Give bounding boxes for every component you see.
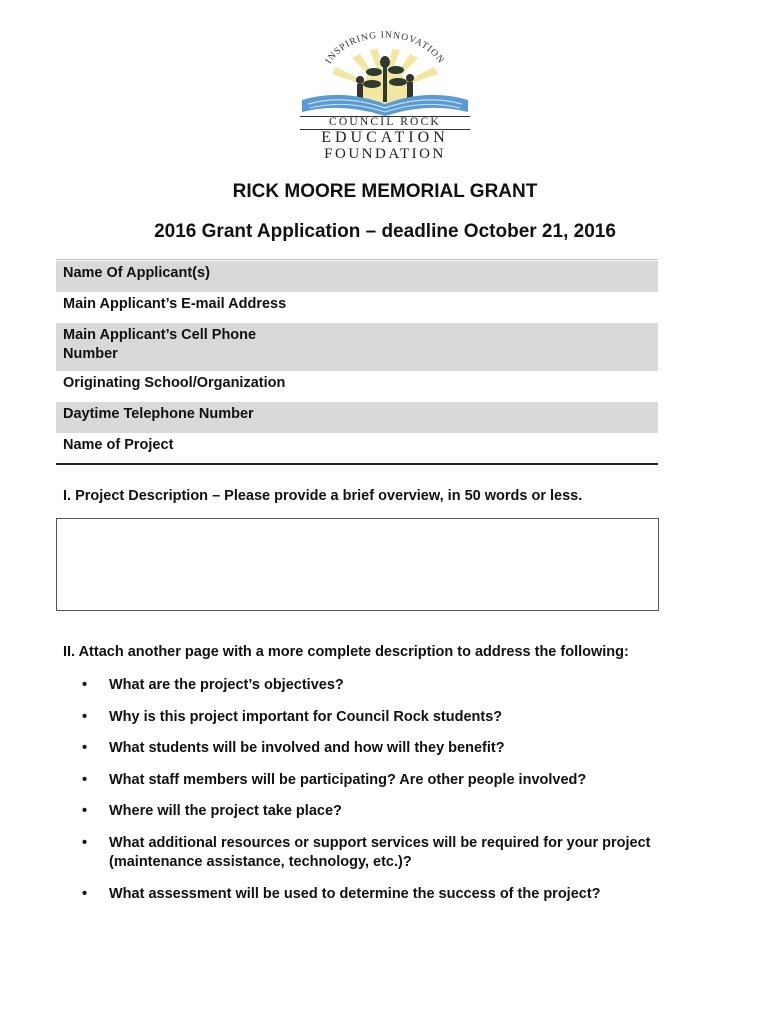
bullet-icon: • (82, 677, 88, 693)
list-item: • What are the project’s objectives? (82, 677, 344, 693)
field-applicant-name[interactable]: Name Of Applicant(s) (56, 261, 658, 292)
fields-bottom-rule (56, 463, 658, 465)
field-originating-school[interactable]: Originating School/Organization (63, 375, 286, 391)
list-item: • What additional resources or support services will be required for your project (maintenance assistance, technology, etc.)? (82, 834, 651, 870)
list-item: • What assessment will be used to determine the success of the project? (82, 885, 601, 902)
logo-emblem-icon (292, 22, 478, 118)
fields-top-rule (56, 259, 658, 260)
list-item: • What students will be involved and how will they benefit? (82, 740, 505, 757)
field-project-name[interactable]: Name of Project (63, 437, 174, 453)
bullet-icon: • (82, 885, 88, 902)
field-main-email[interactable]: Main Applicant’s E-mail Address (63, 296, 287, 312)
logo-council-rock: COUNCIL ROCK (329, 116, 441, 128)
list-item: • What staff members will be participating? Are other people involved? (82, 771, 587, 788)
list-item: • Where will the project take place? (82, 803, 342, 820)
page-subtitle: 2016 Grant Application – deadline October 21, 2016 (154, 221, 616, 242)
question-list (82, 676, 682, 916)
project-description-box[interactable] (56, 518, 659, 611)
bullet-icon: • (82, 803, 88, 820)
field-cell-phone[interactable]: Main Applicant’s Cell Phone Number (56, 323, 658, 371)
bullet-icon: • (82, 771, 88, 788)
section-1-heading: I. Project Description – Please provide a brief overview, in 50 words or less. (63, 488, 583, 504)
page-title: RICK MOORE MEMORIAL GRANT (232, 181, 538, 202)
bullet-icon: • (82, 708, 88, 725)
field-daytime-phone[interactable]: Daytime Telephone Number (56, 402, 658, 433)
bullet-icon: • (82, 740, 88, 757)
logo-tagline: INSPIRING INNOVATION (323, 30, 446, 66)
bullet-icon: • (82, 834, 88, 851)
list-item: • Why is this project important for Council Rock students? (82, 708, 503, 725)
foundation-logo (292, 22, 478, 162)
section-2-heading: II. Attach another page with a more complete description to address the following: (63, 644, 629, 660)
logo-foundation: FOUNDATION (324, 146, 446, 162)
logo-education: EDUCATION (321, 129, 449, 146)
